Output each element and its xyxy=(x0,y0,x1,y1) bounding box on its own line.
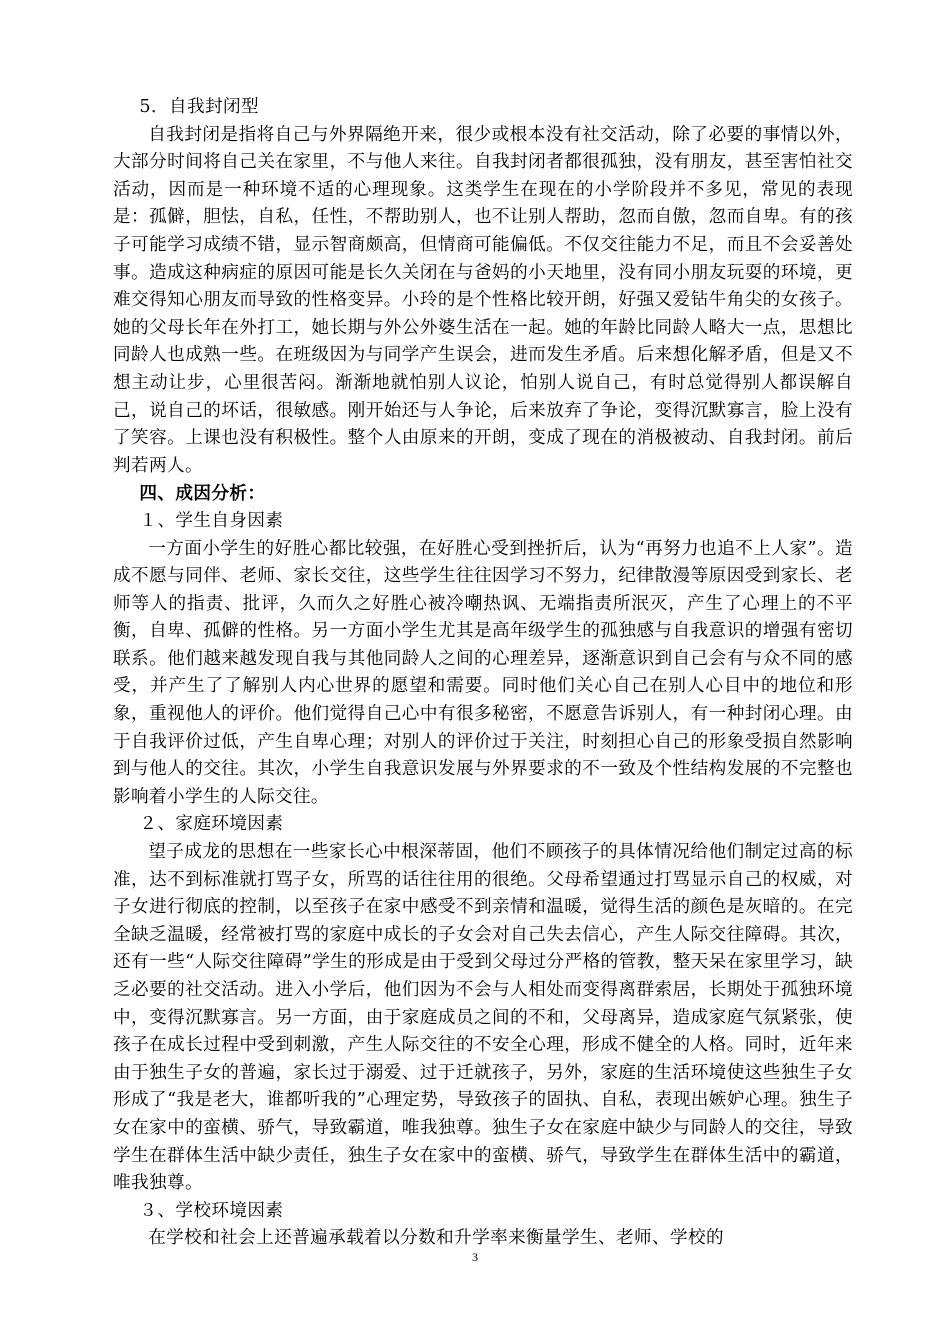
paragraph-self-isolation: 自我封闭是指将自己与外界隔绝开来，很少或根本没有社交活动，除了必要的事情以外，大部分时间将自己关在家里，不与他人来往。自我封闭者都很孤独，没有朋友，甚至害怕社交活动，因而是一种环境不适的心理现象。这类学生在现在的小学阶段并不多见，常见的表现是：孤僻，胆怯，自私，任性，不帮助别人，也不让别人帮助，忽而自傲，忽而自卑。有的孩子可能学习成绩不错，显示智商颇高，但情商可能偏低。不仅交往能力不足，而且不会妥善处事。造成这种病症的原因可能是长久关闭在与爸妈的小天地里，没有同小朋友玩耍的环境，更难交得知心朋友而导致的性格变异。小玲的是个性格比较开朗，好强又爱钻牛角尖的女孩子。她的父母长年在外打工，她长期与外公外婆生活在一起。她的年龄比同龄人略大一点，思想比同龄人也成熟一些。在班级因为与同学产生误会，进而发生矛盾。后来想化解矛盾，但是又不想主动让步，心里很苦闷。渐渐地就怕别人议论，怕别人说自己，有时总觉得别人都误解自己，说自己的坏话，很敏感。刚开始还与人争论，后来放弃了争论，变得沉默寡言，脸上没有了笑容。上课也没有积极性。整个人由原来的开朗，变成了现在的消极被动、自我封闭。前后判若两人。 xyxy=(113,124,853,476)
paragraph-student-factors: 一方面小学生的好胜心都比较强，在好胜心受到挫折后，认为“再努力也追不上人家”。造成不愿与同伴、老师、家长交往，这些学生往往因学习不努力，纪律散漫等原因受到家长、老师等人的指责、批评，久而久之好胜心被冷嘲热讽、无端指责所泯灭，产生了心理上的不平衡，自卑、孤僻的性格。另一方面小学生尤其是高年级学生的孤独感与自我意识的增强有密切联系。他们越来越发现自我与其他同龄人之间的心理差异，逐渐意识到自己会有与众不同的感受，并产生了了解别人内心世界的愿望和需要。同时他们关心自己在别人心目中的地位和形象，重视他人的评价。他们觉得自己心中有很多秘密，不愿意告诉别人，有一种封闭心理。由于自我评价过低，产生自卑心理；对别人的评价过于关注，时刻担心自己的形象受损自然影响到与他人的交往。其次，小学生自我意识发展与外界要求的不一致及个性结构发展的不完整也影响着小学生的人际交往。 xyxy=(113,538,853,807)
page-number: 3 xyxy=(472,1250,478,1264)
section-heading-cause-analysis: 四、成因分析： xyxy=(139,483,266,505)
subheading-student-factors: １、学生自身因素 xyxy=(139,510,284,531)
paragraph-school-factors: 在学校和社会上还普遍承载着以分数和升学率来衡量学生、老师、学校的 xyxy=(148,1228,724,1249)
page-body xyxy=(113,94,853,1253)
subheading-family-factors: ２、家庭环境因素 xyxy=(139,814,284,835)
paragraph-family-factors: 望子成龙的思想在一些家长心中根深蒂固，他们不顾孩子的具体情况给他们制定过高的标准，达不到标准就打骂子女，所骂的话往往用的很绝。父母希望通过打骂显示自己的权威，对子女进行彻底的控制，以至孩子在家中感受不到亲情和温暖，觉得生活的颜色是灰暗的。在完全缺乏温暖，经常被打骂的家庭中成长的子女会对自己失去信心，产生人际交往障碍。其次，还有一些“人际交往障碍”学生的形成是由于受到父母过分严格的管教，整天呆在家里学习，缺乏必要的社交活动。进入小学后，他们因为不会与人相处而变得离群索居，长期处于孤独环境中，变得沉默寡言。另一方面，由于家庭成员之间的不和，父母离异，造成家庭气氛紧张，使孩子在成长过程中受到刺激，产生人际交往的不安全心理，形成不健全的人格。同时，近年来由于独生子女的普遍，家长过于溺爱、过于迁就孩子，另外，家庭的生活环境使这些独生子女形成了“我是老大，谁都听我的”心理定势，导致孩子的固执、自私，表现出嫉妒心理。独生子女在家中的蛮横、骄气，导致霸道，唯我独尊。独生子女在家庭中缺少与同龄人的交往，导致学生在群体生活中缺少责任，独生子女在家中的蛮横、骄气，导致学生在群体生活中的霸道，唯我独尊。 xyxy=(113,842,853,1194)
subheading-school-factors: ３、学校环境因素 xyxy=(139,1200,284,1221)
section-heading-self-isolation: 5．自我封闭型 xyxy=(139,97,259,117)
